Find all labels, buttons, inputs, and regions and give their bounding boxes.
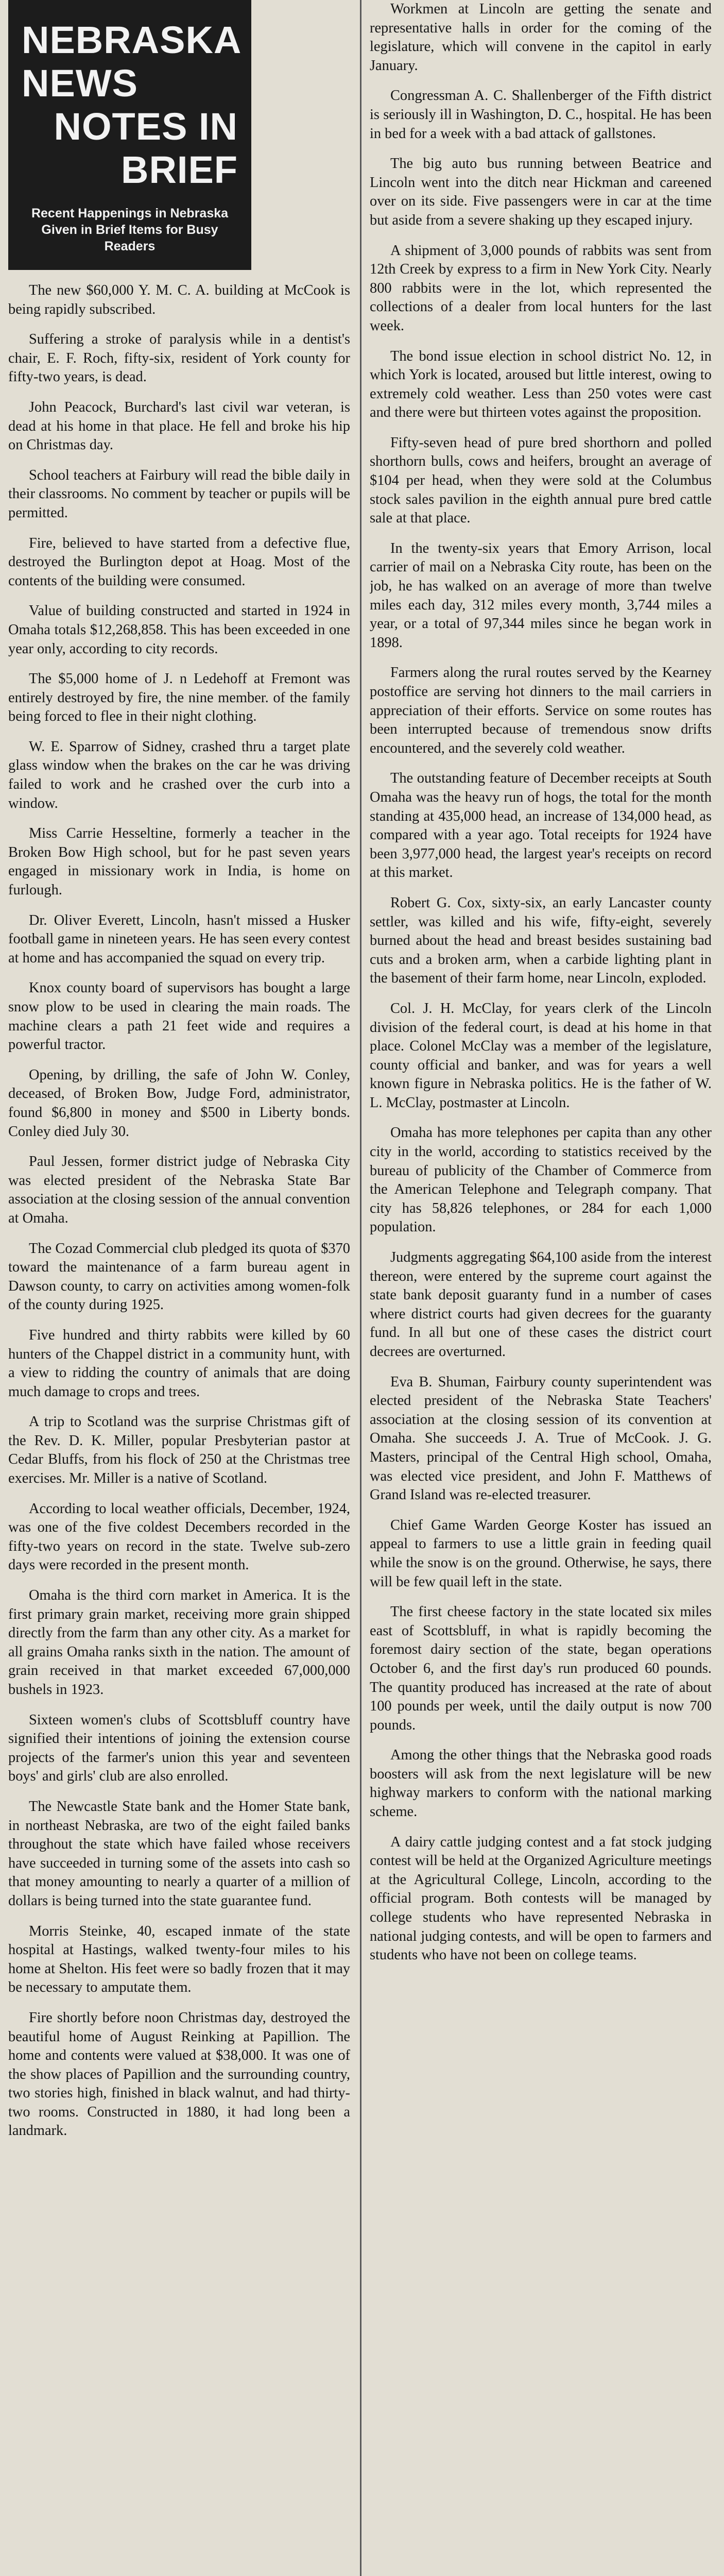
news-item: A dairy cattle judging contest and a fat stock judging contest will be held at the Organized Agriculture meetings at the Agricultural College, Lincoln, according to the official program. Both contests will be managed by college students who have represented Nebraska in national judging contests, and will be open to farmers and students who have not been on college teams. xyxy=(370,1834,712,1963)
news-item: Miss Carrie Hesseltine, formerly a teacher in the Broken Bow High school, but for he past seven years engaged in missionary work in India, is home on furlough. xyxy=(8,825,350,899)
masthead xyxy=(8,0,251,270)
masthead-title-line1: NEBRASKA NEWS xyxy=(22,19,240,105)
news-item: The Cozad Commercial club pledged its quota of $370 toward the maintenance of a farm bureau agent in Dawson county, to carry on activities among women-folk of the county during 1925. xyxy=(8,1240,350,1313)
news-item: Fire, believed to have started from a defective flue, destroyed the Burlington depot at Hoag. Most of the contents of the building were consumed. xyxy=(8,535,350,589)
news-item: A shipment of 3,000 pounds of rabbits was sent from 12th Creek by express to a firm in New York City. Nearly 800 rabbits were in the lot, which represented the collections of a dealer from local hunters for the last week. xyxy=(370,242,712,334)
news-item: School teachers at Fairbury will read the bible daily in their classrooms. No comment by teacher or pupils will be permitted. xyxy=(8,467,350,521)
masthead-subhead: Recent Happenings in Nebraska Given in Brief Items for Busy Readers xyxy=(31,206,229,253)
news-item: Paul Jessen, former district judge of Nebraska City was elected president of the Nebraska State Bar association at the closing session of the annual convention at Omaha. xyxy=(8,1154,350,1226)
column-rule xyxy=(360,0,361,2576)
news-item: Morris Steinke, 40, escaped inmate of the state hospital at Hastings, walked twenty-four miles to his home at Shelton. His feet were so badly frozen that it may be necessary to amputate them. xyxy=(8,1923,350,1996)
news-item: Workmen at Lincoln are getting the senate and representative halls in order for the coming of the legislature, which will convene in the capitol in early January. xyxy=(370,1,712,74)
news-item: The big auto bus running between Beatrice and Lincoln went into the ditch near Hickman and careened over on its side. Five passengers were in car at the time but aside from a severe shaking up they escaped injury. xyxy=(370,156,712,228)
news-item: Five hundred and thirty rabbits were killed by 60 hunters of the Chappel district in a community hunt, with a view to ridding the country of animals that are doing much damage to crops and trees. xyxy=(8,1327,350,1400)
news-item: Omaha is the third corn market in America. It is the first primary grain market, receiving more grain shipped directly from the farm than any other city. As a market for all grains Omaha ranks sixth in the nation. The amount of grain received in that market exceeded 67,000,000 bushels in 1923. xyxy=(8,1587,350,1698)
news-item: Knox county board of supervisors has bought a large snow plow to be used in clearing the main roads. The machine clears a path 21 feet wide and requires a powerful tractor. xyxy=(8,980,350,1053)
news-item: Fifty-seven head of pure bred shorthorn and polled shorthorn bulls, cows and heifers, brought an average of $104 per head, when they were sold at the Columbus stock sales pavilion in the eighth annual pure bred cattle sale at that place. xyxy=(370,434,712,527)
news-item: Fire shortly before noon Christmas day, destroyed the beautiful home of August Reinking at Papillion. The home and contents were valued at $38,000. It was one of the show places of Papillion and the surrounding country, two stories high, finished in black walnut, and had thirty-two rooms. Constructed in 1880, it had long been a landmark. xyxy=(8,2009,350,2139)
news-item: Chief Game Warden George Koster has issued an appeal to farmers to use a little grain in feeding quail while the snow is on the ground. Otherwise, he says, there will be few quail left in the state. xyxy=(370,1517,712,1590)
news-item: In the twenty-six years that Emory Arrison, local carrier of mail on a Nebraska City route, has been on the job, he has walked on an average of more than twelve miles each day, 312 miles every month, 3,744 miles a year, or a total of 97,344 miles since he began work in 1898. xyxy=(370,540,712,651)
news-item: Value of building constructed and started in 1924 in Omaha totals $12,268,858. This has been exceeded in one year only, according to city records. xyxy=(8,603,350,657)
news-item: The bond issue election in school district No. 12, in which York is located, aroused but little interest, owing to extremely cold weather. Less than 250 votes were cast and there were but thirteen votes against the proposition. xyxy=(370,348,712,421)
news-item: Among the other things that the Nebraska good roads boosters will ask from the next legislature will be new highway markers to conform with the national marking scheme. xyxy=(370,1747,712,1820)
news-item: According to local weather officials, December, 1924, was one of the five coldest Decembers recorded in the fifty-two years on record in the state. Twelve sub-zero days were recorded in the present month. xyxy=(8,1500,350,1573)
news-item: The Newcastle State bank and the Homer State bank, in northeast Nebraska, are two of the eight failed banks throughout the state which have failed whose receivers have succeeded in turning some of the assets into cash so that money amounting to nearly a quarter of a million of dollars is being turned into the state guarantee fund. xyxy=(8,1798,350,1909)
news-item: A trip to Scotland was the surprise Christmas gift of the Rev. D. K. Miller, popular Presbyterian pastor at Cedar Bluffs, from his flock of 250 at the Christmas tree exercises. Mr. Miller is a native of Scotland. xyxy=(8,1414,350,1487)
news-item: Suffering a stroke of paralysis while in a dentist's chair, E. F. Roch, fifty-six, resident of York county for fifty-two years, is dead. xyxy=(8,331,350,385)
news-item: The first cheese factory in the state located six miles east of Scottsbluff, in what is rapidly becoming the foremost dairy section of the state, began operations October 6, and the first day's run produced 60 pounds. The quantity produced has increased at the rate of about 100 pounds per week, until the daily output is now 700 pounds. xyxy=(370,1604,712,1733)
news-item: The $5,000 home of J. n Ledehoff at Fremont was entirely destroyed by fire, the nine member. of the family being forced to flee in their night clothing. xyxy=(8,671,350,725)
news-item: Col. J. H. McClay, for years clerk of the Lincoln division of the federal court, is dead at his home in that place. Colonel McClay was a member of the legislature, county official and banker, and was for years a well known figure in Nebraska politics. He is the father of W. L. McClay, postmaster at Lincoln. xyxy=(370,1000,712,1111)
news-item: Congressman A. C. Shallenberger of the Fifth district is seriously ill in Washington, D. C., hospital. He has been in bed for a week with a bad attack of gallstones. xyxy=(370,88,712,142)
news-item: Robert G. Cox, sixty-six, an early Lancaster county settler, was killed and his wife, fifty-eight, severely burned about the head and breast besides sustaining bad cuts and a broken arm, when a carbide lighting plant in the basement of their farm home, near Lincoln, exploded. xyxy=(370,894,712,987)
news-item: Sixteen women's clubs of Scottsbluff country have signified their intentions of joining the extension course projects of the farmer's union this year and seventeen boys' and girls' club are also enrolled. xyxy=(8,1711,350,1785)
news-item: Opening, by drilling, the safe of John W. Conley, deceased, of Broken Bow, Judge Ford, administrator, found $6,800 in money and $500 in Liberty bonds. Conley died July 30. xyxy=(8,1066,350,1140)
right-column xyxy=(370,0,712,2576)
news-item: The outstanding feature of December receipts at South Omaha was the heavy run of hogs, the total for the month standing at 435,000 head, an increase of 134,000 head, as compared with a year ago. Total receipts for 1924 have been 3,977,000 head, the largest year's receipts on record at this market. xyxy=(370,770,712,881)
news-item: Judgments aggregating $64,100 aside from the interest thereon, were entered by the supreme court against the state bank deposit guaranty fund in a number of cases where district courts had given decrees for the guaranty fund. In all but one of these cases the district court decrees are overturned. xyxy=(370,1249,712,1360)
left-column xyxy=(8,0,350,2576)
news-item: Eva B. Shuman, Fairbury county superintendent was elected president of the Nebraska State Teachers' association at the closing session of its convention at Omaha. She succeeds J. A. True of McCook. J. G. Masters, principal of the Central High school, Omaha, was elected vice president, and John F. Matthews of Grand Island was re-elected treasurer. xyxy=(370,1374,712,1503)
news-item: W. E. Sparrow of Sidney, crashed thru a target plate glass window when the brakes on the car he was driving failed to work and he crashed over the curb into a window. xyxy=(8,738,350,811)
news-item: John Peacock, Burchard's last civil war veteran, is dead at his home in that place. He fell and broke his hip on Christmas day. xyxy=(8,399,350,453)
masthead-title-line2: NOTES IN BRIEF xyxy=(54,105,238,191)
news-item: Omaha has more telephones per capita than any other city in the world, according to statistics received by the bureau of publicity of the Chamber of Commerce from the American Telephone and Telegraph company. That city has 58,826 telephones, or 284 for each 1,000 population. xyxy=(370,1125,712,1235)
news-item: The new $60,000 Y. M. C. A. building at McCook is being rapidly subscribed. xyxy=(8,282,350,317)
news-item: Dr. Oliver Everett, Lincoln, hasn't missed a Husker football game in nineteen years. He has seen every contest at home and has accompanied the squad on every trip. xyxy=(8,912,350,966)
news-item: Farmers along the rural routes served by the Kearney postoffice are serving hot dinners to the mail carriers in appreciation of their efforts. Service on some routes has been interrupted because of tremendous snow drifts encountered, and the severely cold weather. xyxy=(370,665,712,756)
